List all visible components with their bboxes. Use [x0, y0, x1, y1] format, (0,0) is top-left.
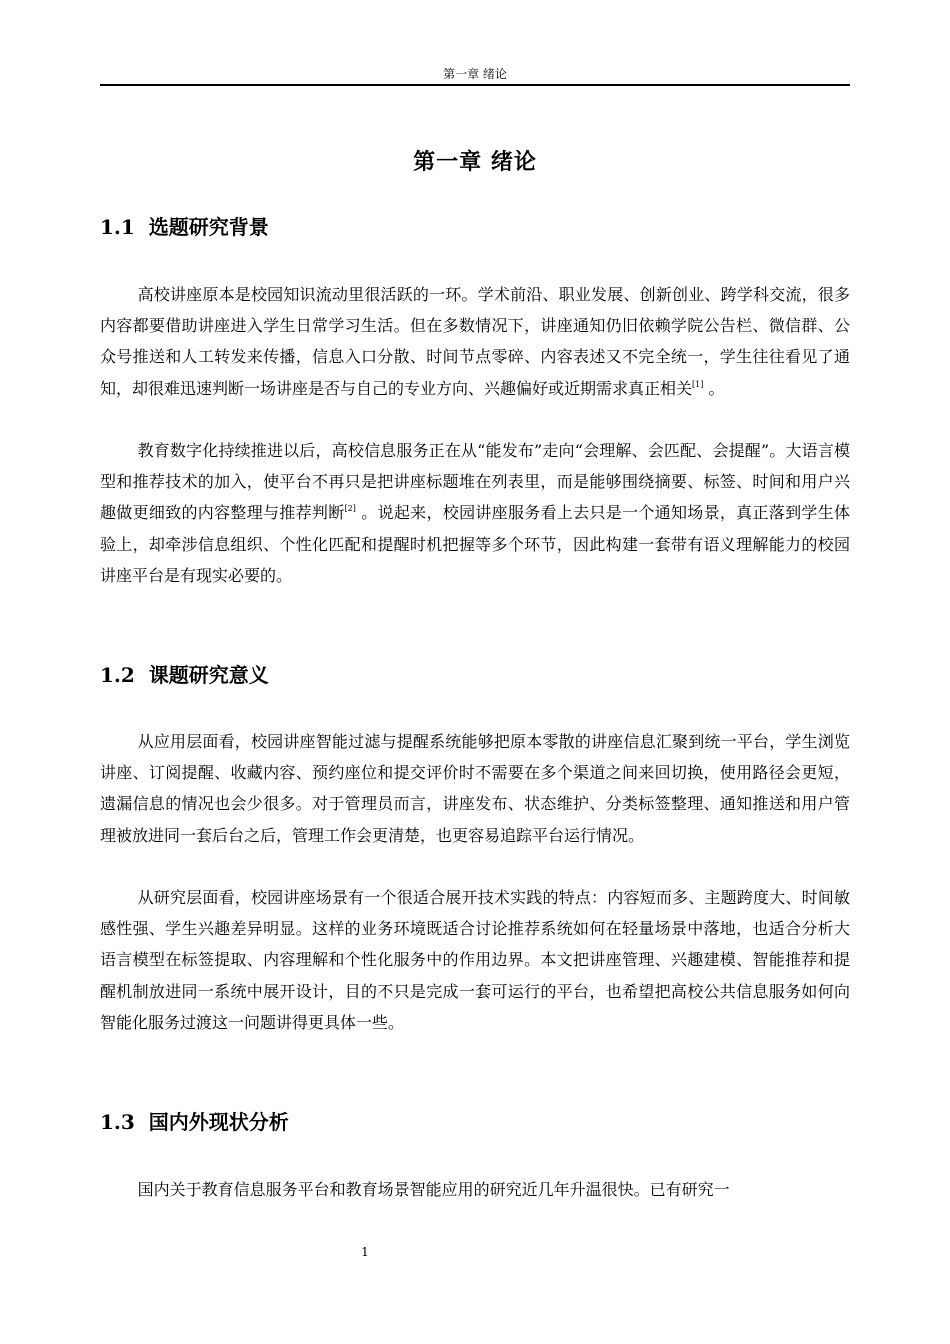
- header-rule: [100, 84, 850, 86]
- paragraph: [100, 279, 850, 404]
- section-heading-1-3: [100, 1107, 850, 1137]
- paragraph: [100, 882, 850, 1038]
- section-number: 1.2: [100, 663, 135, 687]
- running-header: 第一章 绪论: [443, 67, 507, 81]
- paragraph: [100, 435, 850, 591]
- section-heading-1-1: [100, 212, 850, 242]
- citation-marker: [2]: [344, 504, 356, 514]
- section-title: 选题研究背景: [148, 215, 269, 239]
- paragraph-text: 从应用层面看，校园讲座智能过滤与提醒系统能够把原本零散的讲座信息汇聚到统一平台，学生浏览讲座、订阅提醒、收藏内容、预约座位和提交评价时不需要在多个渠道之间来回切换，使用路径会更短，遗漏信息的情况也会少很多。对于管理员而言，讲座发布、状态维护、分类标签整理、通知推送和用户管理被放进同一套后台之后，管理工作会更清楚，也更容易追踪平台运行情况。: [100, 732, 850, 845]
- section-title: 课题研究意义: [148, 663, 269, 687]
- section-heading-1-2: [100, 660, 850, 690]
- paragraph: [100, 726, 850, 851]
- paragraph-tail: 。: [703, 378, 725, 398]
- paragraph-text: 高校讲座原本是校园知识流动里很活跃的一环。学术前沿、职业发展、创新创业、跨学科交流，很多内容都要借助讲座进入学生日常学习生活。但在多数情况下，讲座通知仍旧依赖学院公告栏、微信群、公众号推送和人工转发来传播，信息入口分散、时间节点零碎、内容表述又不完全统一，学生往往看见了通知，却很难迅速判断一场讲座是否与自己的专业方向、兴趣偏好或近期需求真正相关: [100, 285, 850, 398]
- paragraph-tail: 。说起来，校园讲座服务看上去只是一个通知场景，真正落到学生体验上，却牵涉信息组织、个性化匹配和提醒时机把握等多个环节，因此构建一套带有语义理解能力的校园讲座平台是有现实必要的。: [100, 503, 850, 585]
- paragraph-text: 教育数字化持续推进以后，高校信息服务正在从“能发布”走向“会理解、会匹配、会提醒”。大语言模型和推荐技术的加入，使平台不再只是把讲座标题堆在列表里，而是能够围绕摘要、标签、时间和用户兴趣做更细致的内容整理与推荐判断: [100, 441, 850, 523]
- paragraph-text: 国内关于教育信息服务平台和教育场景智能应用的研究近几年升温很快。已有研究一: [137, 1180, 730, 1199]
- paragraph: [100, 1174, 850, 1205]
- paragraph-text: 从研究层面看，校园讲座场景有一个很适合展开技术实践的特点：内容短而多、主题跨度大、时间敏感性强、学生兴趣差异明显。这样的业务环境既适合讨论推荐系统如何在轻量场景中落地，也适合分析大语言模型在标签提取、内容理解和个性化服务中的作用边界。本文把讲座管理、兴趣建模、智能推荐和提醒机制放进同一系统中展开设计，目的不只是完成一套可运行的平台，也希望把高校公共信息服务如何向智能化服务过渡这一问题讲得更具体一些。: [100, 888, 850, 1032]
- section-number: 1.3: [100, 1110, 135, 1134]
- chapter-title: 第一章 绪论: [413, 149, 537, 175]
- section-title: 国内外现状分析: [148, 1110, 289, 1134]
- page-number: 1: [361, 1245, 369, 1259]
- citation-marker: [1]: [692, 379, 704, 389]
- section-number: 1.1: [100, 215, 135, 239]
